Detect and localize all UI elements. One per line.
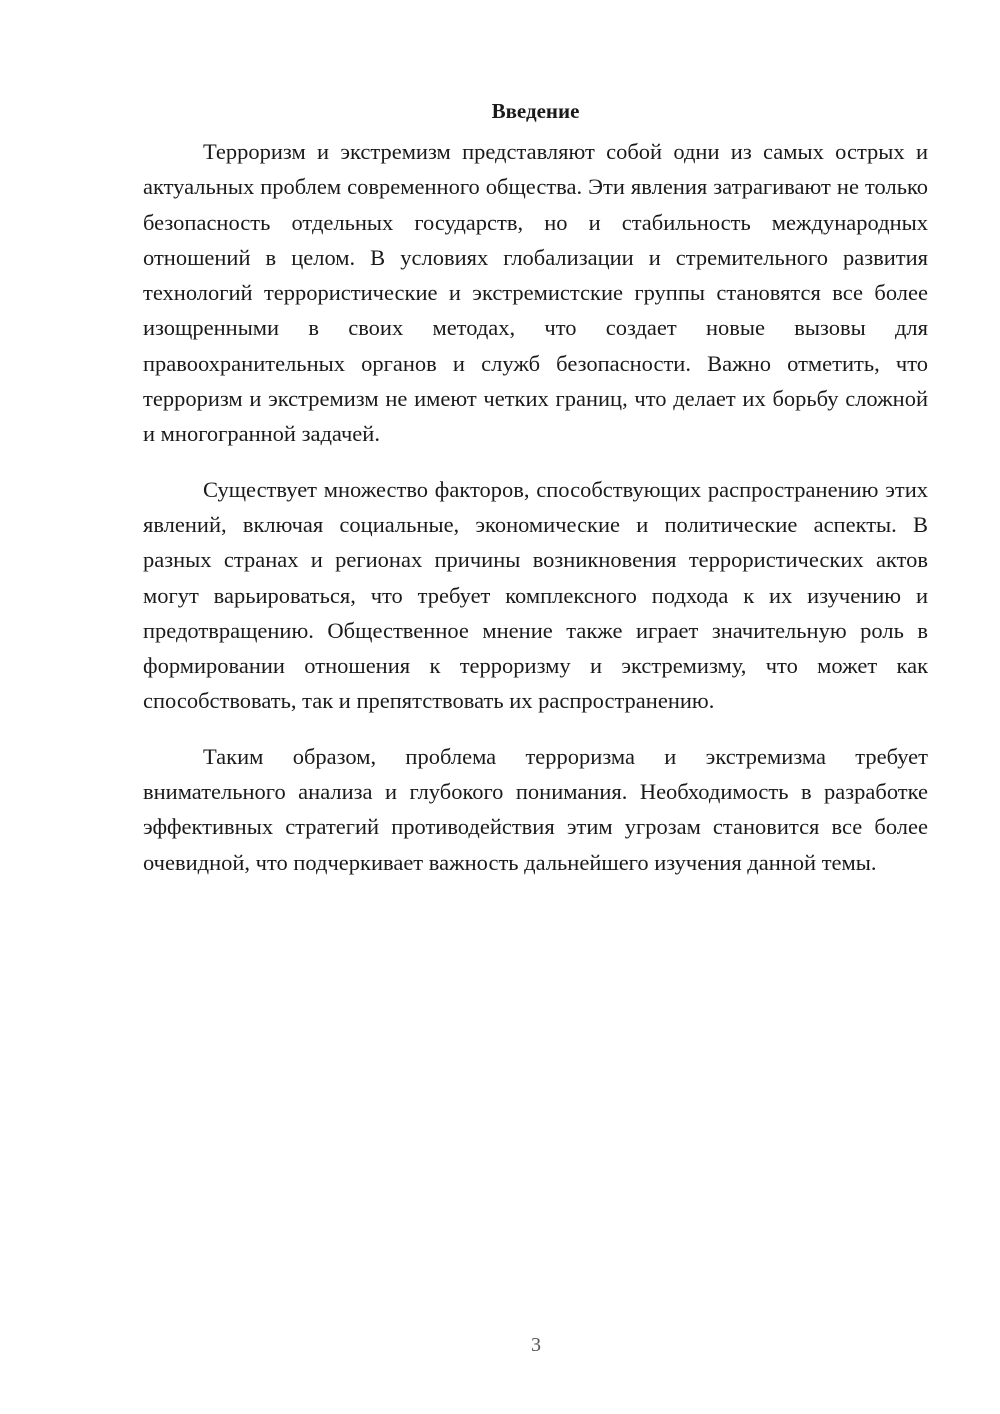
- paragraph-3: Таким образом, проблема терроризма и экстремизма требует внимательного анализа и глубокого понимания. Необходимость в разработке эффективных стратегий противодействия этим угрозам становится все более очевидной, что подчеркивает важность дальнейшего изучения данной темы.: [143, 743, 928, 875]
- paragraph-1: Терроризм и экстремизм представляют собой одни из самых острых и актуальных проблем современного общества. Эти явления затрагивают не только безопасность отдельных государств, но и стабильность международных отношений в целом. В условиях глобализации и стремительного развития технологий террористические и экстремистские группы становятся все более изощренными в своих методах, что создает новые вызовы для правоохранительных органов и служб безопасности. Важно отметить, что терроризм и экстремизм не имеют четких границ, что делает их борьбу сложной и многогранной задачей.: [143, 139, 928, 447]
- section-heading: Введение: [491, 99, 580, 123]
- paragraph-2: Существует множество факторов, способствующих распространению этих явлений, включая социальные, экономические и политические аспекты. В разных странах и регионах причины возникновения террористических актов могут варьироваться, что требует комплексного подхода к их изучению и предотвращению. Общественное мнение также играет значительную роль в формировании отношения к терроризму и экстремизму, что может как способствовать, так и препятствовать их распространению.: [143, 476, 928, 714]
- page-number: 3: [531, 1334, 541, 1356]
- page-content: [143, 96, 928, 900]
